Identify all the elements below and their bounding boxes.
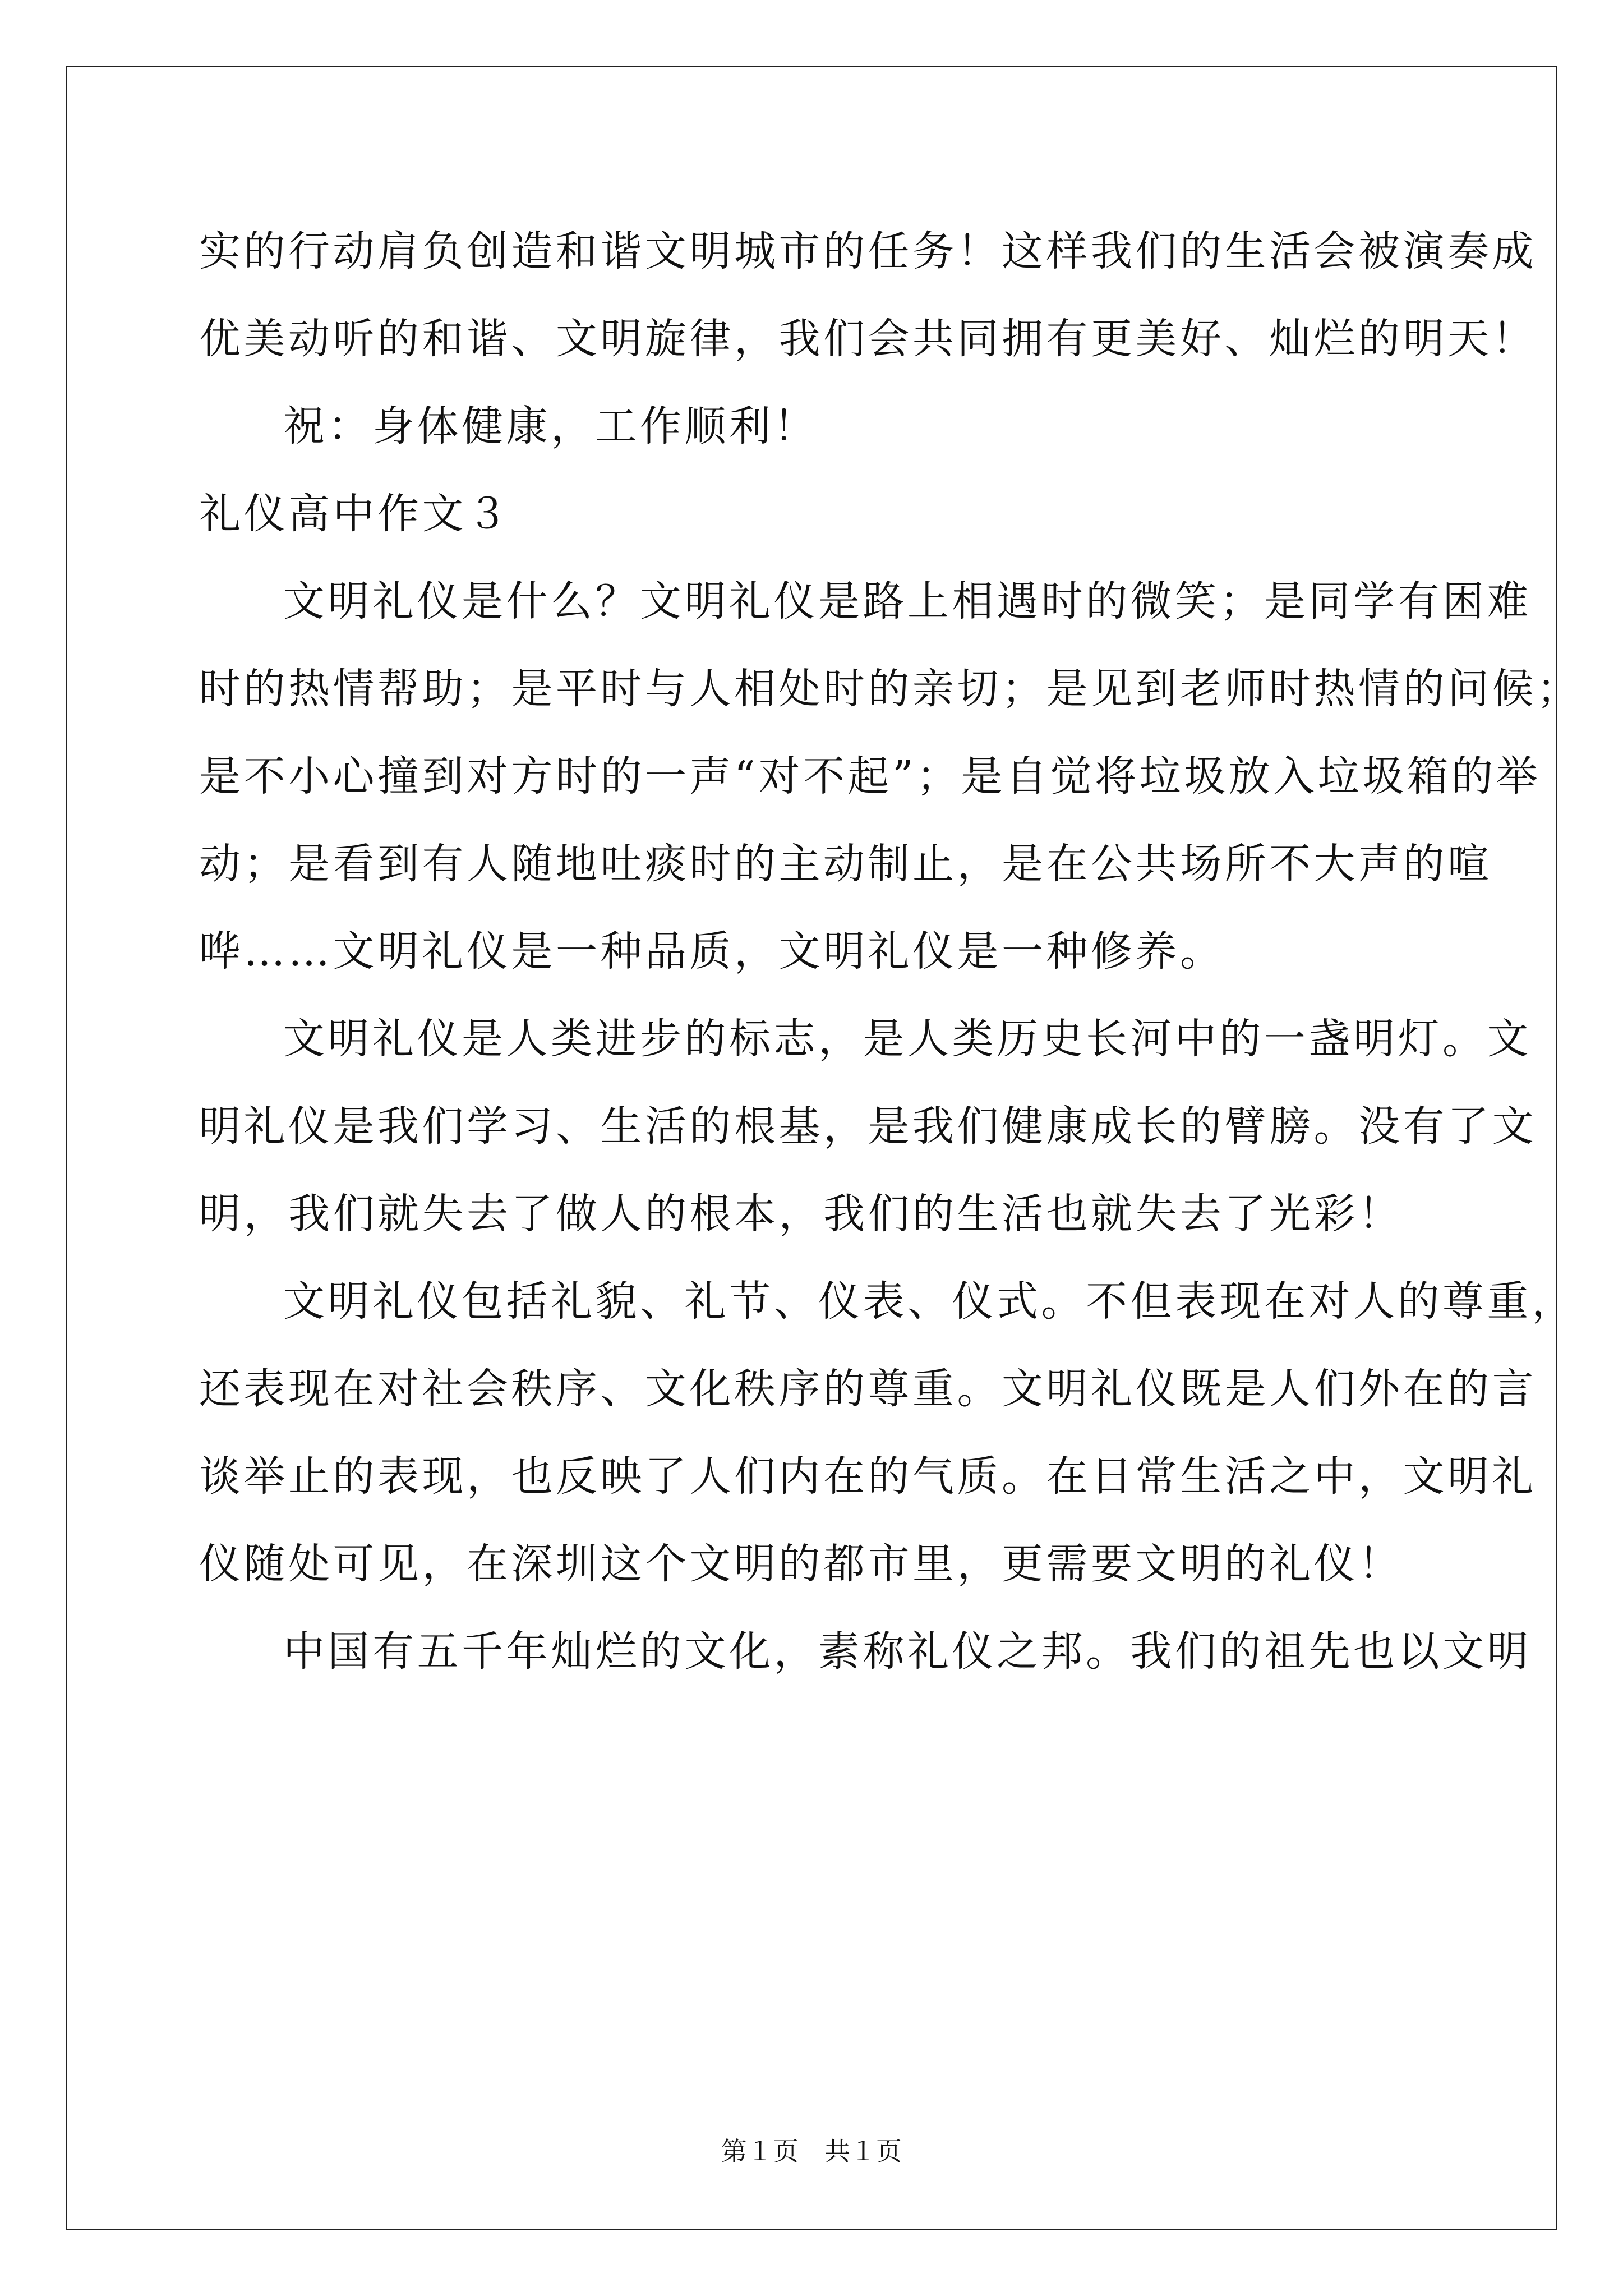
section-title: 礼仪高中作文３ [199, 490, 511, 538]
text-line: 中国有五千年灿烂的文化，素称礼仪之邦。我们的祖先也以文明 [283, 1627, 1532, 1676]
text-line: 文明礼仪包括礼貌、礼节、仪表、仪式。不但表现在对人的尊重， [283, 1277, 1576, 1326]
page-footer: 第１页 共１页 [721, 2136, 902, 2166]
text-line: 时的热情帮助；是平时与人相处时的亲切；是见到老师时热情的问候； [199, 665, 1581, 713]
text-line: 谈举止的表现，也反映了人们内在的气质。在日常生活之中，文明礼 [199, 1452, 1537, 1501]
text-line: 仪随处可见，在深圳这个文明的都市里，更需要文明的礼仪！ [199, 1540, 1403, 1588]
closing-greeting: 祝：身体健康，工作顺利！ [283, 402, 818, 450]
text-line: 动；是看到有人随地吐痰时的主动制止，是在公共场所不大声的喧 [199, 840, 1492, 888]
text-line: 优美动听的和谐、文明旋律，我们会共同拥有更美好、灿烂的明天！ [199, 315, 1537, 363]
text-line: 哗……文明礼仪是一种品质，文明礼仪是一种修养。 [199, 927, 1225, 976]
text-line: 明礼仪是我们学习、生活的根基，是我们健康成长的臂膀。没有了文 [199, 1102, 1537, 1151]
text-line: 还表现在对社会秩序、文化秩序的尊重。文明礼仪既是人们外在的言 [199, 1365, 1537, 1413]
text-line: 明，我们就失去了做人的根本，我们的生活也就失去了光彩！ [199, 1190, 1403, 1238]
text-line: 实的行动肩负创造和谐文明城市的任务！这样我们的生活会被演奏成 [199, 227, 1537, 275]
document-body [199, 208, 1581, 1695]
text-line: 文明礼仪是什么？文明礼仪是路上相遇时的微笑；是同学有困难 [283, 577, 1532, 625]
text-line: 是不小心撞到对方时的一声“对不起”；是自觉将垃圾放入垃圾箱的举 [199, 752, 1541, 800]
text-line: 文明礼仪是人类进步的标志，是人类历史长河中的一盏明灯。文 [283, 1015, 1532, 1063]
